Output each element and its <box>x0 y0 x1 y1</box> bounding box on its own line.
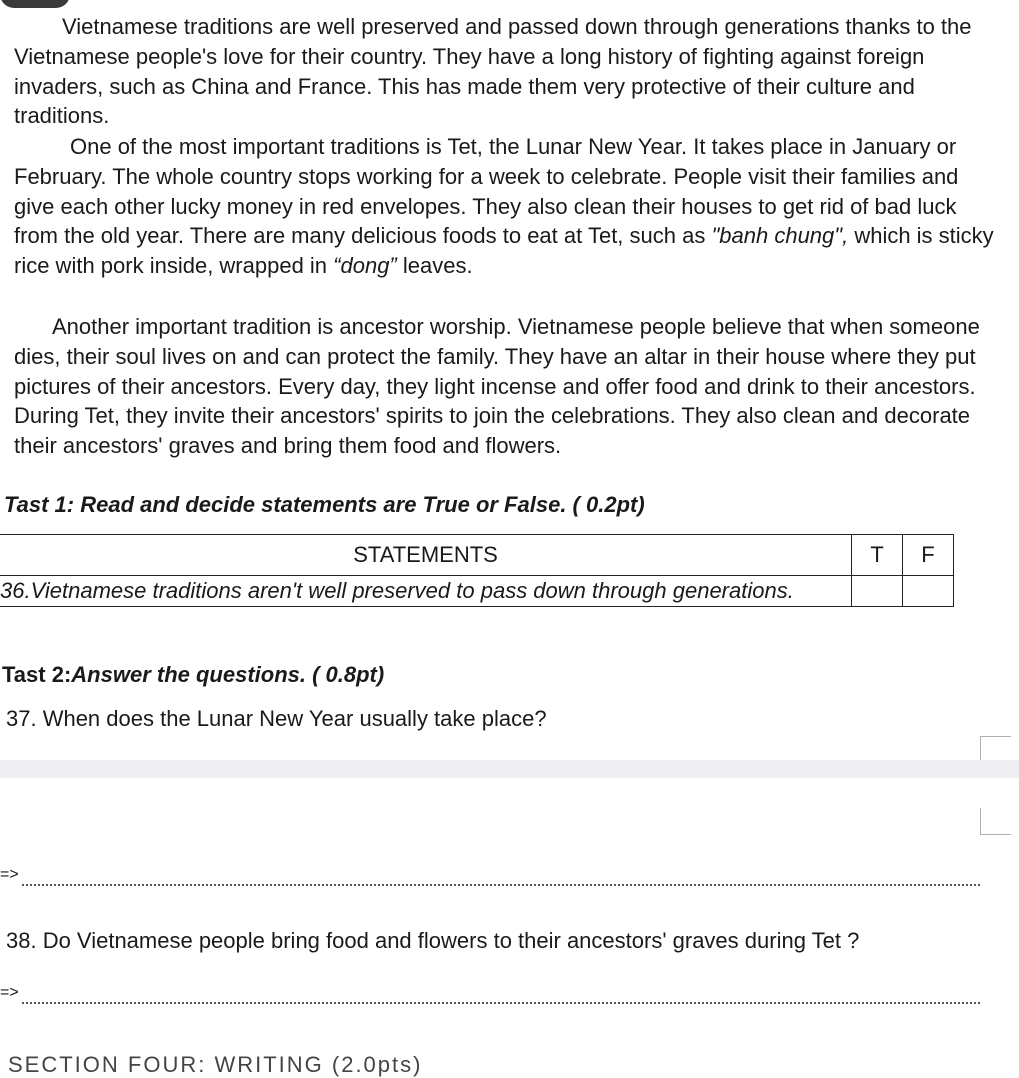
dotted-line <box>22 884 980 886</box>
scroll-corner-bottom <box>980 808 1011 835</box>
true-header: T <box>852 535 903 576</box>
statements-header-row <box>0 535 954 576</box>
task1-title: Tast 1: Read and decide statements are True or False. ( 0.2pt) <box>4 492 645 517</box>
true-answer-cell[interactable] <box>852 576 903 607</box>
statements-table <box>0 534 954 607</box>
leaf-name: “dong” <box>333 253 397 279</box>
arrow-icon: => <box>0 984 19 1001</box>
food-name: "banh chung", <box>711 223 849 249</box>
false-header: F <box>903 535 954 576</box>
task2-title: Tast 2:Answer the questions. ( 0.8pt) <box>2 662 385 687</box>
question-38: 38. Do Vietnamese people bring food and flowers to their ancestors' graves during Tet ? <box>6 928 860 953</box>
dotted-line <box>22 1002 980 1004</box>
scroll-corner-top <box>980 736 1011 763</box>
table-row <box>0 576 954 607</box>
arrow-icon: => <box>0 866 19 883</box>
question-37: 37. When does the Lunar New Year usually take place? <box>6 706 547 731</box>
next-section-heading: SECTION FOUR: WRITING (2.0pts) <box>8 1052 423 1077</box>
passage-paragraph-1: Vietnamese traditions are well preserved and passed down through generations thanks to the Vietnamese people's love for their country. They have a long history of fighting against foreign invaders, such as China and France. This has made them very protective of their culture and traditions. <box>14 14 972 129</box>
false-answer-cell[interactable] <box>903 576 954 607</box>
statement-36: 36.Vietnamese traditions aren't well preserved to pass down through generations. <box>0 576 852 607</box>
passage-paragraph-2: One of the most important traditions is Tet, the Lunar New Year. It takes place in January or February. The whole country stops working for a week to celebrate. People visit their families and give each other lucky money in red envelopes. They also clean their houses to get rid of bad luck from the old year. There are many delicious foods to eat at Tet, such as "banh chung", which is sticky rice with pork inside, wrapped in “dong” leaves. <box>14 134 994 279</box>
passage-paragraph-3: Another important tradition is ancestor worship. Vietnamese people believe that when someone dies, their soul lives on and can protect the family. They have an altar in their house where they put pictures of their ancestors. Every day, they light incense and offer food and drink to their ancestors. During Tet, they invite their ancestors' spirits to join the celebrations. They also clean and decorate their ancestors' graves and bring them food and flowers. <box>14 314 980 459</box>
answer-line-37[interactable] <box>0 866 980 890</box>
page-break-band <box>0 760 1019 778</box>
answer-line-38[interactable] <box>0 984 980 1008</box>
top-tab-blob <box>0 0 70 8</box>
statements-header: STATEMENTS <box>0 535 852 576</box>
